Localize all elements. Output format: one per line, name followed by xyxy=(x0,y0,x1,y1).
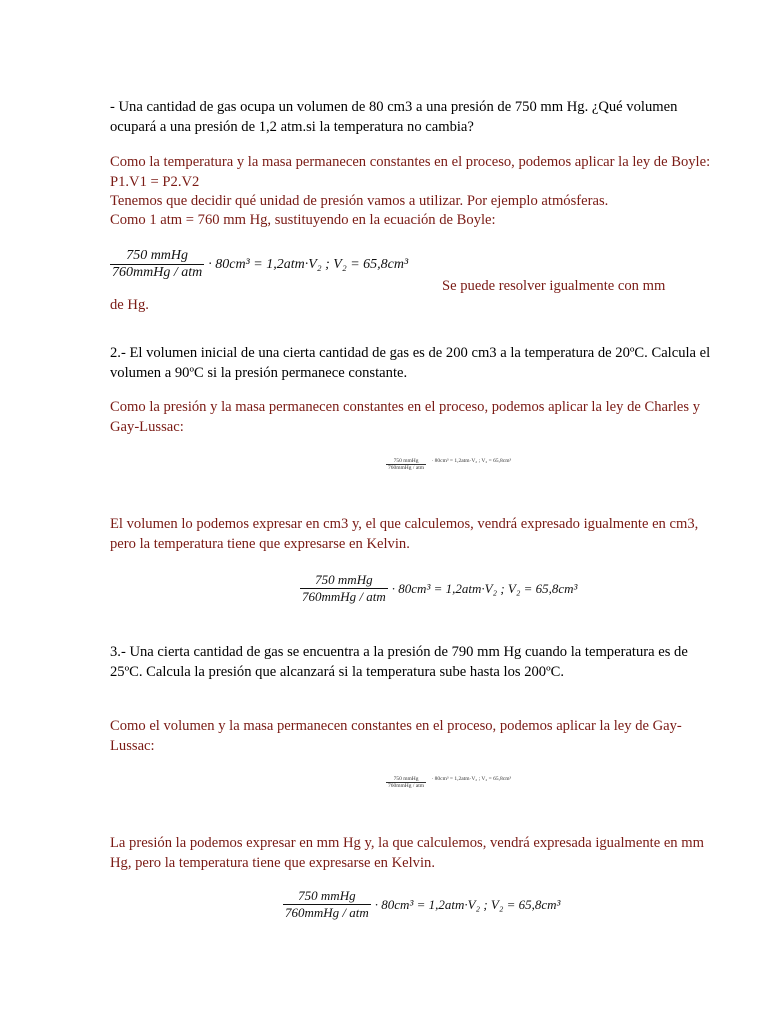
equation-boyle xyxy=(110,248,408,281)
equation-rest: · 80cm³ = 1,2atm·V₂ ; V₂ = 65,8cm³ xyxy=(208,256,409,272)
problem3-note: La presión la podemos expresar en mm Hg y, la que calculemos, vendrá expresada igualmente en mm Hg, pero la temperatura tiene que expresarse en Kelvin. xyxy=(110,835,704,871)
problem2-answer: Como la presión y la masa permanecen constantes en el proceso, podemos aplicar la ley de Charles y Gay-Lussac: xyxy=(110,399,701,435)
problem3-question: 3.- Una cierta cantidad de gas se encuentra a la presión de 790 mm Hg cuando la temperatura es de 25ºC. Calcula la presión que alcanzará si la temperatura sube hasta los 200ºC. xyxy=(110,644,688,680)
problem1-note-cont: de Hg. xyxy=(110,297,149,313)
equation-numerator: 750 mmHg xyxy=(126,248,189,263)
problem2-question: 2.- El volumen inicial de una cierta cantidad de gas es de 200 cm3 a la temperatura de 20ºC. Calcula el volumen a 90ºC si la presión permanece constante. xyxy=(110,345,711,381)
equation-thumbnail-charles: $\frac{\text{750 mmHg}}{\text{760mmHg / atm}}$ · 80cm³ = 1,2atm·V₂ ; V₂ = 65,8cm³ xyxy=(388,458,512,471)
problem1-answer-line3: Como 1 atm = 760 mm Hg, sustituyendo en la ecuación de Boyle: xyxy=(110,212,496,228)
equation-gay-lussac: $\frac{\text{750 mmHg}}{\text{760mmHg / atm}}$ · 80cm³ = 1,2atm·V₂ ; V₂ = 65,8cm³ xyxy=(285,888,561,920)
problem1-answer-line2: Tenemos que decidir qué unidad de presión vamos a utilizar. Por ejemplo atmósferas. xyxy=(110,193,609,209)
problem1-answer-line1: Como la temperatura y la masa permanecen constantes en el proceso, podemos aplicar la ley de Boyle: P1.V1 = P2.V2 xyxy=(110,154,711,190)
equation-denominator: 760mmHg / atm xyxy=(112,265,203,280)
problem1-note: Se puede resolver igualmente con mm xyxy=(442,278,666,294)
problem2-note: El volumen lo podemos expresar en cm3 y, el que calculemos, vendrá expresado igualmente en cm3, pero la temperatura tiene que expresarse en Kelvin. xyxy=(110,516,699,552)
problem1-question: - Una cantidad de gas ocupa un volumen de 80 cm3 a una presión de 750 mm Hg. ¿Qué volumen ocupará a una presión de 1,2 atm.si la temperatura no cambia? xyxy=(110,99,678,135)
equation-thumbnail-gay-lussac: $\frac{\text{750 mmHg}}{\text{760mmHg / atm}}$ · 80cm³ = 1,2atm·V₂ ; V₂ = 65,8cm³ xyxy=(388,776,512,789)
problem3-answer: Como el volumen y la masa permanecen constantes en el proceso, podemos aplicar la ley de Gay-Lussac: xyxy=(110,718,682,754)
equation-charles: $\frac{\text{750 mmHg}}{\text{760mmHg / atm}}$ · 80cm³ = 1,2atm·V₂ ; V₂ = 65,8cm³ xyxy=(302,572,578,604)
equation-fraction xyxy=(110,248,204,281)
